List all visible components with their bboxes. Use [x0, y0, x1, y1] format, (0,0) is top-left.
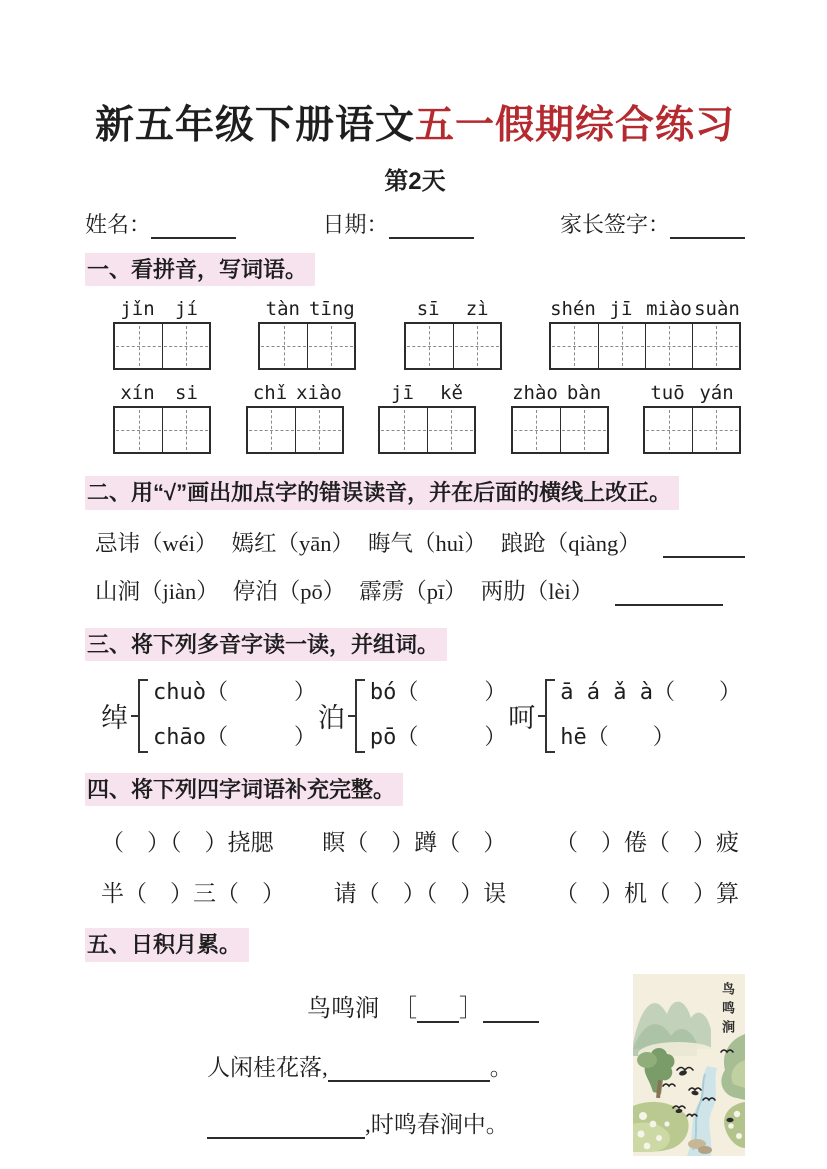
- writing-grid: [113, 322, 211, 370]
- poem-line-2-text: 人闲桂花落,: [207, 1054, 328, 1080]
- writing-cell: [307, 324, 354, 368]
- pinyin-labels: [113, 382, 211, 404]
- pinyin-syllable: zì: [465, 298, 489, 321]
- pinyin-labels: [258, 298, 356, 320]
- pinyin-syllable: chǐ: [252, 382, 288, 405]
- pinyin-syllable: miào: [646, 298, 692, 321]
- writing-grid: [113, 406, 211, 454]
- writing-cell: [248, 408, 295, 452]
- pinyin-word-group: [549, 298, 741, 370]
- polyphone-readings: [370, 679, 507, 752]
- page-title-red: 五一假期综合练习: [415, 104, 736, 147]
- writing-grid: [246, 406, 344, 454]
- polyphone-character: 泊: [317, 703, 345, 734]
- polyphone-character: 绰: [101, 703, 128, 734]
- word-with-pinyin: 踉跄（qiàng）: [500, 530, 641, 556]
- section-3: [85, 628, 745, 753]
- reading-bottom: chāo（ ）: [153, 724, 316, 750]
- pinyin-labels: [549, 298, 741, 320]
- word-with-pinyin: 停泊（pō）: [232, 578, 346, 604]
- date-blank-line: [389, 213, 474, 239]
- pinyin-word-group: [378, 382, 476, 454]
- pinyin-row-2: [85, 382, 745, 454]
- dynasty-blank-line: [417, 994, 459, 1023]
- reading-bottom: hē（ ）: [560, 724, 675, 750]
- writing-cell: [162, 408, 209, 452]
- poem-title: 鸟鸣涧: [307, 995, 379, 1022]
- idiom-item: 半（ ）三（ ）: [101, 881, 285, 907]
- word-with-pinyin: 霹雳（pī）: [359, 578, 467, 604]
- day-subtitle: 第2天: [384, 167, 446, 195]
- writing-cell: [598, 324, 645, 368]
- name-label: 姓名：: [85, 211, 152, 237]
- pinyin-labels: [404, 298, 502, 320]
- signature-field: [560, 208, 745, 239]
- poem-block: [85, 970, 633, 1156]
- name-field: [85, 208, 236, 239]
- correction-blank-line: [663, 530, 745, 558]
- poem-line-2-blank: [328, 1053, 490, 1082]
- section-1-heading: 一、看拼音，写词语。: [85, 253, 315, 287]
- reading-top: chuò（ ）: [153, 680, 316, 706]
- writing-cell: [692, 324, 739, 368]
- section-4-heading: 四、将下列四字词语补充完整。: [85, 773, 403, 807]
- pinyin-labels: [113, 298, 211, 320]
- idiom-row-2: [101, 875, 739, 908]
- pinyin-syllable: sī: [416, 298, 440, 321]
- idiom-item: （ ）（ ）挠腮: [101, 830, 274, 856]
- writing-cell: [260, 324, 307, 368]
- polyphone-groups: [101, 679, 741, 752]
- painting-title-label: 鸟鸣涧: [720, 981, 735, 1039]
- writing-grid: [643, 406, 741, 454]
- pinyin-syllable: jī: [609, 298, 633, 321]
- pinyin-syllable: jī: [391, 382, 414, 405]
- polyphone-group: [318, 679, 507, 752]
- page-title-black: 新五年级下册语文: [94, 104, 415, 147]
- pinyin-syllable: tīng: [308, 298, 355, 321]
- page-title: [85, 104, 745, 149]
- writing-grid: [378, 406, 476, 454]
- pinyin-word-group: [404, 298, 502, 370]
- pinyin-syllable: tàn: [265, 298, 300, 321]
- section-3-heading: 三、将下列多音字读一读，并组词。: [85, 628, 447, 662]
- correction-blank-line: [615, 578, 723, 606]
- author-bracket-close: ］: [459, 995, 483, 1022]
- pinyin-syllable: xiào: [296, 382, 342, 405]
- brace-bracket: [138, 679, 149, 752]
- pinyin-syllable: shén: [550, 298, 596, 321]
- reading-top: ā á ǎ à（ ）: [560, 680, 741, 706]
- brace-bracket: [355, 679, 366, 752]
- pinyin-word-group: [258, 298, 356, 370]
- polyphone-readings: [153, 679, 316, 752]
- brace-connector: [131, 715, 138, 717]
- pinyin-syllable: suàn: [694, 298, 740, 321]
- signature-blank-line: [670, 213, 745, 239]
- date-label: 日期：: [322, 211, 389, 237]
- poem-line-3: [207, 1106, 633, 1139]
- polyphone-group: [508, 679, 741, 752]
- info-bar: [85, 208, 745, 239]
- writing-cell: [513, 408, 560, 452]
- polyphone-character: 呵: [508, 703, 536, 734]
- pinyin-word-group: [113, 298, 211, 370]
- pinyin-syllable: jǐn: [120, 298, 155, 321]
- idiom-item: （ ）机（ ）算: [555, 881, 739, 907]
- writing-grid: [511, 406, 609, 454]
- brace-connector: [348, 715, 355, 717]
- pinyin-syllable: yán: [699, 382, 734, 405]
- reading-bottom: pō（ ）: [369, 724, 507, 750]
- writing-cell: [380, 408, 427, 452]
- idiom-item: 请（ ）（ ）误: [333, 881, 507, 907]
- section-2-heading: 二、用“√”画出加点字的错误读音，并在后面的横线上改正。: [85, 476, 679, 510]
- section-4: [85, 773, 745, 909]
- polyphone-readings: [560, 679, 741, 752]
- author-blank-line: [483, 994, 539, 1023]
- pinyin-syllable: bàn: [566, 382, 602, 405]
- writing-cell: [115, 324, 162, 368]
- section-1: [85, 253, 745, 455]
- pinyin-word-group: [643, 382, 741, 454]
- pinyin-labels: [246, 382, 344, 404]
- brace-bracket: [545, 679, 556, 752]
- word-with-pinyin: 两肋（lèi）: [480, 578, 594, 604]
- pronunciation-line-1: [95, 526, 745, 558]
- polyphone-group: [101, 679, 316, 752]
- writing-cell: [406, 324, 453, 368]
- pinyin-labels: [378, 382, 476, 404]
- word-with-pinyin: 山涧（jiàn）: [95, 578, 219, 604]
- word-with-pinyin: 忌讳（wéi）: [95, 530, 218, 556]
- section-5-heading: 五、日积月累。: [85, 928, 249, 962]
- pinyin-syllable: jí: [175, 298, 198, 321]
- writing-cell: [645, 408, 692, 452]
- writing-cell: [453, 324, 500, 368]
- writing-cell: [692, 408, 739, 452]
- writing-cell: [162, 324, 209, 368]
- pinyin-word-group: [511, 382, 609, 454]
- writing-cell: [560, 408, 607, 452]
- pinyin-word-group: [246, 382, 344, 454]
- reading-top: bó（ ）: [369, 680, 507, 706]
- idiom-item: 瞑（ ）蹲（ ）: [322, 830, 507, 856]
- poem-line-3-blank: [207, 1110, 365, 1139]
- date-field: [322, 208, 473, 239]
- section-5: [85, 928, 745, 1156]
- writing-cell: [295, 408, 342, 452]
- poem-line-2-period: 。: [489, 1054, 513, 1080]
- pinyin-word-group: [113, 382, 211, 454]
- poem-title-line: [307, 988, 633, 1023]
- author-bracket-open: ［: [393, 995, 417, 1022]
- writing-cell: [645, 324, 692, 368]
- pinyin-syllable: si: [175, 382, 198, 405]
- pinyin-syllable: zhào: [512, 382, 558, 405]
- word-with-pinyin: 晦气（huì）: [368, 530, 487, 556]
- pinyin-labels: [511, 382, 609, 404]
- section-2: [85, 476, 745, 606]
- writing-grid: [258, 322, 356, 370]
- signature-label: 家长签字：: [559, 211, 670, 237]
- writing-cell: [115, 408, 162, 452]
- writing-grid: [549, 322, 741, 370]
- pinyin-syllable: tuō: [650, 382, 685, 405]
- writing-grid: [404, 322, 502, 370]
- pronunciation-line-2: [95, 574, 745, 606]
- pinyin-row-1: [85, 298, 745, 370]
- word-with-pinyin: 嫣红（yān）: [231, 530, 354, 556]
- idiom-item: （ ）倦（ ）疲: [555, 830, 739, 856]
- poem-illustration: [633, 974, 745, 1156]
- name-blank-line: [151, 213, 236, 239]
- writing-cell: [551, 324, 598, 368]
- poem-line-3-text: ,时鸣春涧中。: [365, 1111, 509, 1137]
- brace-connector: [538, 715, 545, 717]
- writing-cell: [427, 408, 474, 452]
- pinyin-syllable: kě: [440, 382, 463, 405]
- pinyin-syllable: xín: [120, 382, 155, 405]
- poem-line-2: [207, 1049, 633, 1082]
- pinyin-labels: [643, 382, 741, 404]
- idiom-row-1: [101, 824, 739, 857]
